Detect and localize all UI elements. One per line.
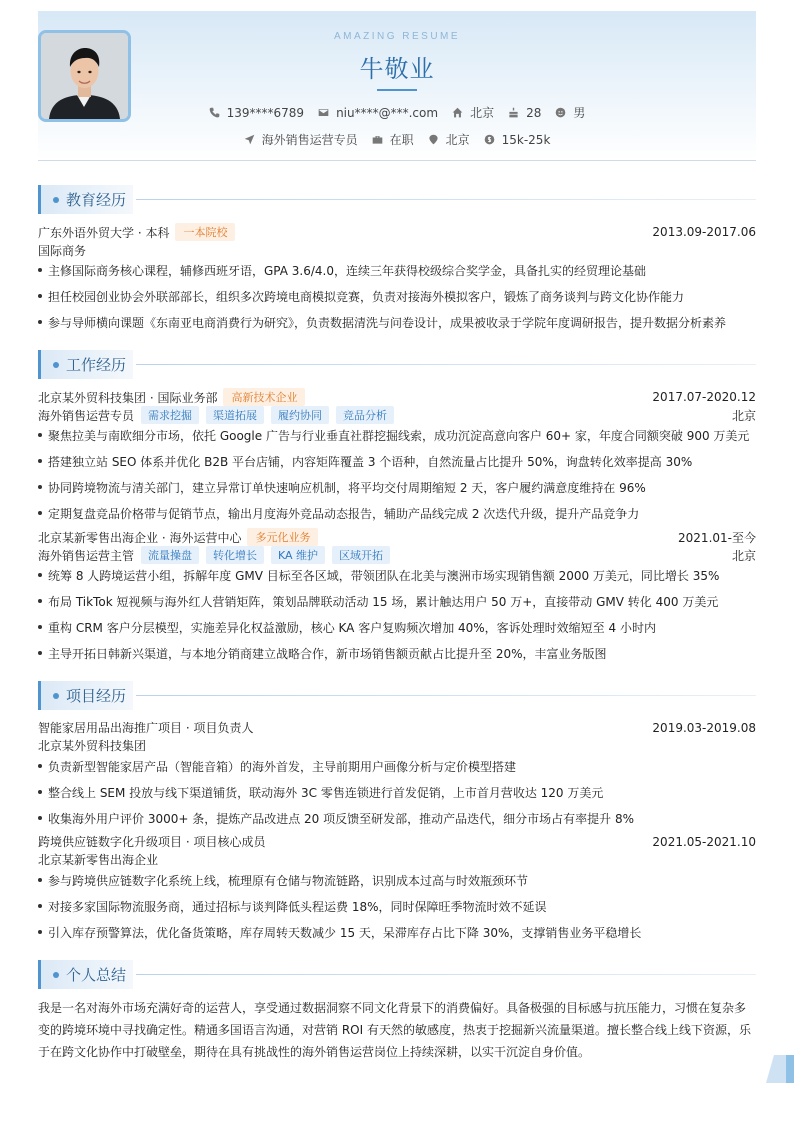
skill-tag: 转化增长 bbox=[206, 546, 264, 564]
list-item: 聚焦拉美与南欧细分市场，依托 Google 广告与行业垂直社群挖掘线索，成功沉淀高意向客户 60+ 家，年度合同额突破 900 万美元 bbox=[38, 427, 756, 444]
candidate-name: 牛敬业 bbox=[359, 55, 435, 83]
target-city-text: 北京 bbox=[445, 133, 470, 147]
skill-tag: 区域开拓 bbox=[332, 546, 390, 564]
money-icon bbox=[484, 134, 495, 145]
company-name: 北京某外贸科技集团 · 国际业务部 bbox=[38, 390, 218, 405]
email-info bbox=[318, 106, 438, 120]
list-item: 负责新型智能家居产品（智能音箱）的海外首发，主导前期用户画像分析与定价模型搭建 bbox=[38, 758, 756, 775]
age-text: 28 bbox=[526, 105, 542, 120]
email-text: niu****@***.com bbox=[336, 105, 439, 120]
section-title-projects: 项目经历 bbox=[66, 687, 127, 705]
major-row bbox=[38, 242, 756, 259]
list-item: 引入库存预警算法，优化备货策略，库存周转天数减少 15 天，呆滞库存占比下降 30%，支撑销售业务平稳增长 bbox=[38, 924, 756, 941]
school-tag: 一本院校 bbox=[175, 223, 235, 241]
salary-info bbox=[484, 133, 551, 147]
list-item: 协同跨境物流与清关部门，建立异常订单快速响应机制，将平均交付周期缩短 2 天，客户履约满意度维持在 96% bbox=[38, 479, 756, 496]
company-tag: 多元化业务 bbox=[247, 528, 318, 546]
project-org: 北京某外贸科技集团 bbox=[38, 739, 147, 753]
location-icon bbox=[428, 134, 439, 145]
skill-tag: 履约协同 bbox=[271, 406, 329, 424]
project-period: 2019.03-2019.08 bbox=[652, 720, 756, 735]
resume-header bbox=[38, 11, 756, 161]
phone-info bbox=[209, 106, 304, 120]
gender-icon bbox=[555, 107, 566, 118]
position-row bbox=[38, 406, 756, 424]
work-header bbox=[38, 388, 756, 406]
corner-decoration bbox=[766, 1055, 794, 1083]
project-header bbox=[38, 719, 756, 736]
list-item: 对接多家国际物流服务商，通过招标与谈判降低头程运费 18%，同时保障旺季物流时效不延误 bbox=[38, 898, 756, 915]
phone-text: 139****6789 bbox=[226, 105, 305, 120]
target-job-text: 海外销售运营专员 bbox=[261, 133, 358, 147]
list-item: 布局 TikTok 短视频与海外红人营销矩阵，策划品牌联动活动 15 场，累计触达用户 50 万+，直接带动 GMV 转化 400 万美元 bbox=[38, 593, 756, 610]
list-item: 重构 CRM 客户分层模型，实施差异化权益激励，核心 KA 客户复购频次增加 40%，客诉处理时效缩短至 4 小时内 bbox=[38, 619, 756, 636]
list-item: 参与跨境供应链数字化系统上线，梳理原有仓储与物流链路，识别成本过高与时效瓶颈环节 bbox=[38, 872, 756, 889]
list-item: 定期复盘竞品价格带与促销节点，输出月度海外竞品动态报告，辅助产品线完成 2 次迭代升级，提升产品竞争力 bbox=[38, 505, 756, 522]
summary-text: 我是一名对海外市场充满好奇的运营人，享受通过数据洞察不同文化背景下的消费偏好。具备极强的目标感与抗压能力，习惯在复杂多变的跨境环境中寻找确定性。精通多国语言沟通，对营销 ROI 有天然的敏感度，热衷于挖掘新兴流量渠道。擅长整合线上线下资源，乐于在跨文化协作中打破壁垒，期待在具有挑战性的海外销售运营岗位上持续深耕，以实干沉淀自身价值。 bbox=[38, 1001, 751, 1059]
cake-icon bbox=[508, 107, 519, 118]
list-item: 主修国际商务核心课程，辅修西班牙语，GPA 3.6/4.0，连续三年获得校级综合奖学金，具备扎实的经贸理论基础 bbox=[38, 262, 756, 279]
city-text: 北京 bbox=[470, 106, 495, 120]
project-org: 北京某新零售出海企业 bbox=[38, 853, 159, 867]
project-title: 跨境供应链数字化升级项目 · 项目核心成员 bbox=[38, 835, 266, 849]
send-icon bbox=[244, 134, 255, 145]
education-period: 2013.09-2017.06 bbox=[652, 225, 756, 239]
list-item: 整合线上 SEM 投放与线下渠道铺货，联动海外 3C 零售连锁进行首发促销，上市首月营收达 120 万美元 bbox=[38, 784, 756, 801]
target-job-info bbox=[244, 131, 358, 148]
position-name: 海外销售运营专员 bbox=[38, 408, 135, 423]
position-row bbox=[38, 546, 756, 564]
section-projects bbox=[38, 681, 133, 710]
skill-tag: KA 维护 bbox=[271, 546, 325, 564]
gender-text: 男 bbox=[573, 106, 586, 120]
list-item: 收集海外用户评价 3000+ 条，提炼产品改进点 20 项反馈至研发部，推动产品迭代，细分市场占有率提升 8% bbox=[38, 810, 756, 827]
work-header bbox=[38, 528, 756, 546]
section-summary bbox=[38, 960, 133, 989]
list-item: 担任校园创业协会外联部部长，组织多次跨境电商模拟竞赛，负责对接海外模拟客户，锻炼了商务谈判与跨文化协作能力 bbox=[38, 288, 756, 305]
job-intent-row bbox=[38, 131, 756, 148]
work-period: 2017.07-2020.12 bbox=[652, 390, 756, 404]
work-location: 北京 bbox=[731, 408, 756, 423]
section-title-work: 工作经历 bbox=[66, 356, 127, 374]
project-org-row bbox=[38, 851, 756, 868]
skill-tag: 流量操盘 bbox=[141, 546, 199, 564]
briefcase-icon bbox=[372, 134, 383, 145]
work-location: 北京 bbox=[731, 548, 756, 563]
major-name: 国际商务 bbox=[38, 244, 87, 258]
skill-tag: 需求挖掘 bbox=[141, 406, 199, 424]
gender-info bbox=[555, 104, 585, 121]
project-org-row bbox=[38, 737, 756, 754]
list-item: 主导开拓日韩新兴渠道，与本地分销商建立战略合作，新市场销售额贡献占比提升至 20%，丰富业务版图 bbox=[38, 645, 756, 662]
section-work bbox=[38, 350, 133, 379]
work-period: 2021.01-至今 bbox=[678, 530, 756, 545]
position-name: 海外销售运营主管 bbox=[38, 548, 135, 563]
project-header bbox=[38, 833, 756, 850]
basic-info-row bbox=[38, 104, 756, 121]
mail-icon bbox=[318, 107, 329, 118]
school-name: 广东外语外贸大学 · 本科 bbox=[38, 225, 170, 240]
list-item: 参与导师横向课题《东南亚电商消费行为研究》，负责数据清洗与问卷设计，成果被收录于学院年度调研报告，提升数据分析素养 bbox=[38, 314, 756, 331]
status-info bbox=[372, 131, 414, 148]
name-underline bbox=[377, 89, 417, 91]
phone-icon bbox=[209, 107, 220, 118]
skill-tag: 渠道拓展 bbox=[206, 406, 264, 424]
status-text: 在职 bbox=[389, 133, 414, 147]
project-period: 2021.05-2021.10 bbox=[652, 834, 756, 849]
company-tag: 高新技术企业 bbox=[223, 388, 305, 406]
home-icon bbox=[452, 107, 463, 118]
section-title-summary: 个人总结 bbox=[66, 966, 127, 984]
target-city-info bbox=[428, 131, 470, 148]
list-item: 搭建独立站 SEO 体系并优化 B2B 平台店铺，内容矩阵覆盖 3 个语种，自然流量占比提升 50%，询盘转化效率提高 30% bbox=[38, 453, 756, 470]
company-name: 北京某新零售出海企业 · 海外运营中心 bbox=[38, 530, 242, 545]
list-item: 统筹 8 人跨境运营小组，拆解年度 GMV 目标至各区域，带领团队在北美与澳洲市场实现销售额 2000 万美元，同比增长 35% bbox=[38, 567, 756, 584]
resume-subtitle: AMAZING RESUME bbox=[333, 31, 461, 42]
project-title: 智能家居用品出海推广项目 · 项目负责人 bbox=[38, 721, 254, 735]
skill-tag: 竞品分析 bbox=[336, 406, 394, 424]
section-education bbox=[38, 185, 133, 214]
education-header bbox=[38, 223, 756, 241]
city-info bbox=[452, 104, 494, 121]
section-title-education: 教育经历 bbox=[66, 191, 127, 209]
age-info bbox=[508, 106, 541, 120]
salary-text: 15k-25k bbox=[501, 132, 551, 147]
